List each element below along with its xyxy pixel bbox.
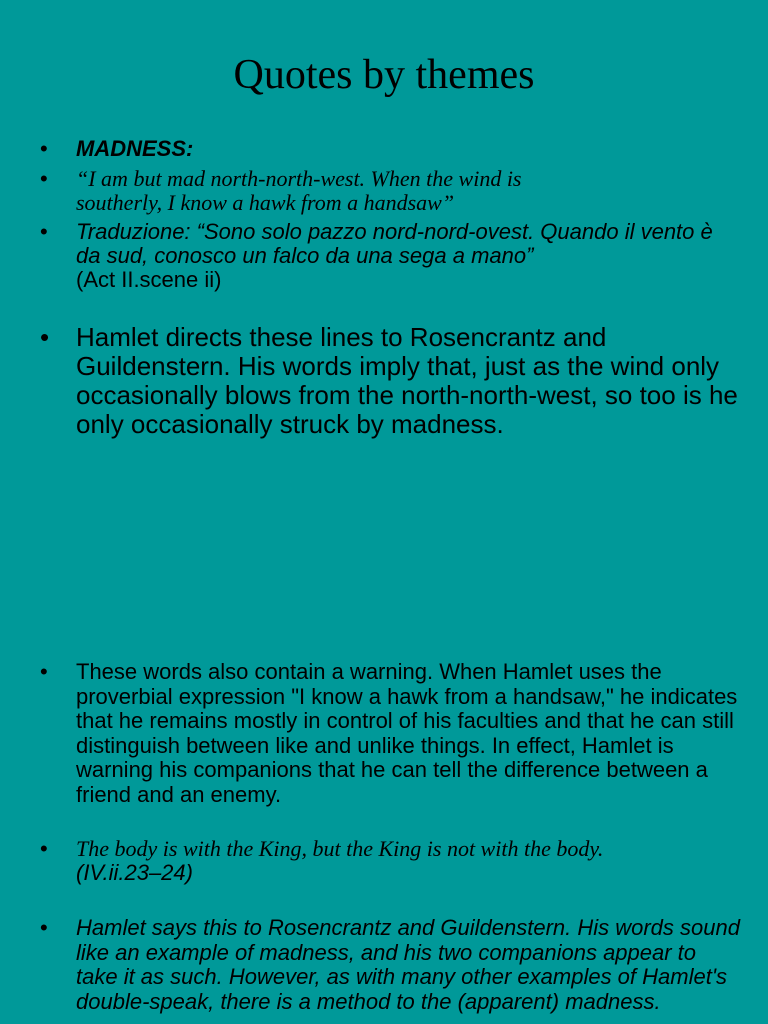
- bullet-marker: •: [40, 836, 48, 861]
- bullet-double-speak: [40, 916, 740, 1014]
- bullet-marker: •: [40, 659, 48, 684]
- bullet-marker: •: [40, 219, 48, 244]
- bullet-text: “I am but mad north-north-west. When the wind is southerly, I know a hawk from a handsaw”: [76, 166, 522, 215]
- act-reference: (Act II.scene ii): [76, 267, 222, 292]
- bullet-text: Hamlet directs these lines to Rosencrantz and Guildenstern. His words imply that, just as the wind only occasionally blows from the north-north-west, so too is he only occasionally struck by madness.: [76, 322, 738, 439]
- bullet-text: These words also contain a warning. When Hamlet uses the proverbial expression "I know a hawk from a handsaw," he indicates that he remains mostly in control of his faculties and that he can still distinguish between like and unlike things. In effect, Hamlet is warning his companions that he can tell the difference between a friend and an enemy.: [76, 659, 738, 807]
- bullet-text: MADNESS:: [76, 136, 194, 161]
- bullet-marker: •: [40, 915, 48, 940]
- quote-text: The body is with the King, but the King is not with the body.: [76, 836, 604, 861]
- bullet-marker: •: [40, 136, 48, 161]
- bullet-text: Hamlet says this to Rosencrantz and Guildenstern. His words sound like an example of madness, and his two companions appear to take it as such. However, as with many other examples of Hamlet's double-speak, there is a method to the (apparent) madness.: [76, 915, 740, 1014]
- act-reference: (IV.ii.23–24): [76, 860, 193, 885]
- bullet-marker: •: [40, 166, 48, 191]
- translation-text: Traduzione: “Sono solo pazzo nord-nord-ovest. Quando il vento è da sud, conosco un falco da una sega a mano”: [76, 219, 713, 268]
- bullet-translation: [40, 220, 740, 292]
- bullet-explanation: [40, 323, 740, 439]
- bullet-quote-body-king: [40, 837, 740, 885]
- bullet-madness-heading: [40, 136, 740, 161]
- slide-title: Quotes by themes: [233, 52, 535, 98]
- bullet-quote-north-north-west: [40, 167, 740, 215]
- bullet-marker: •: [40, 322, 50, 352]
- bullet-warning: [40, 660, 740, 807]
